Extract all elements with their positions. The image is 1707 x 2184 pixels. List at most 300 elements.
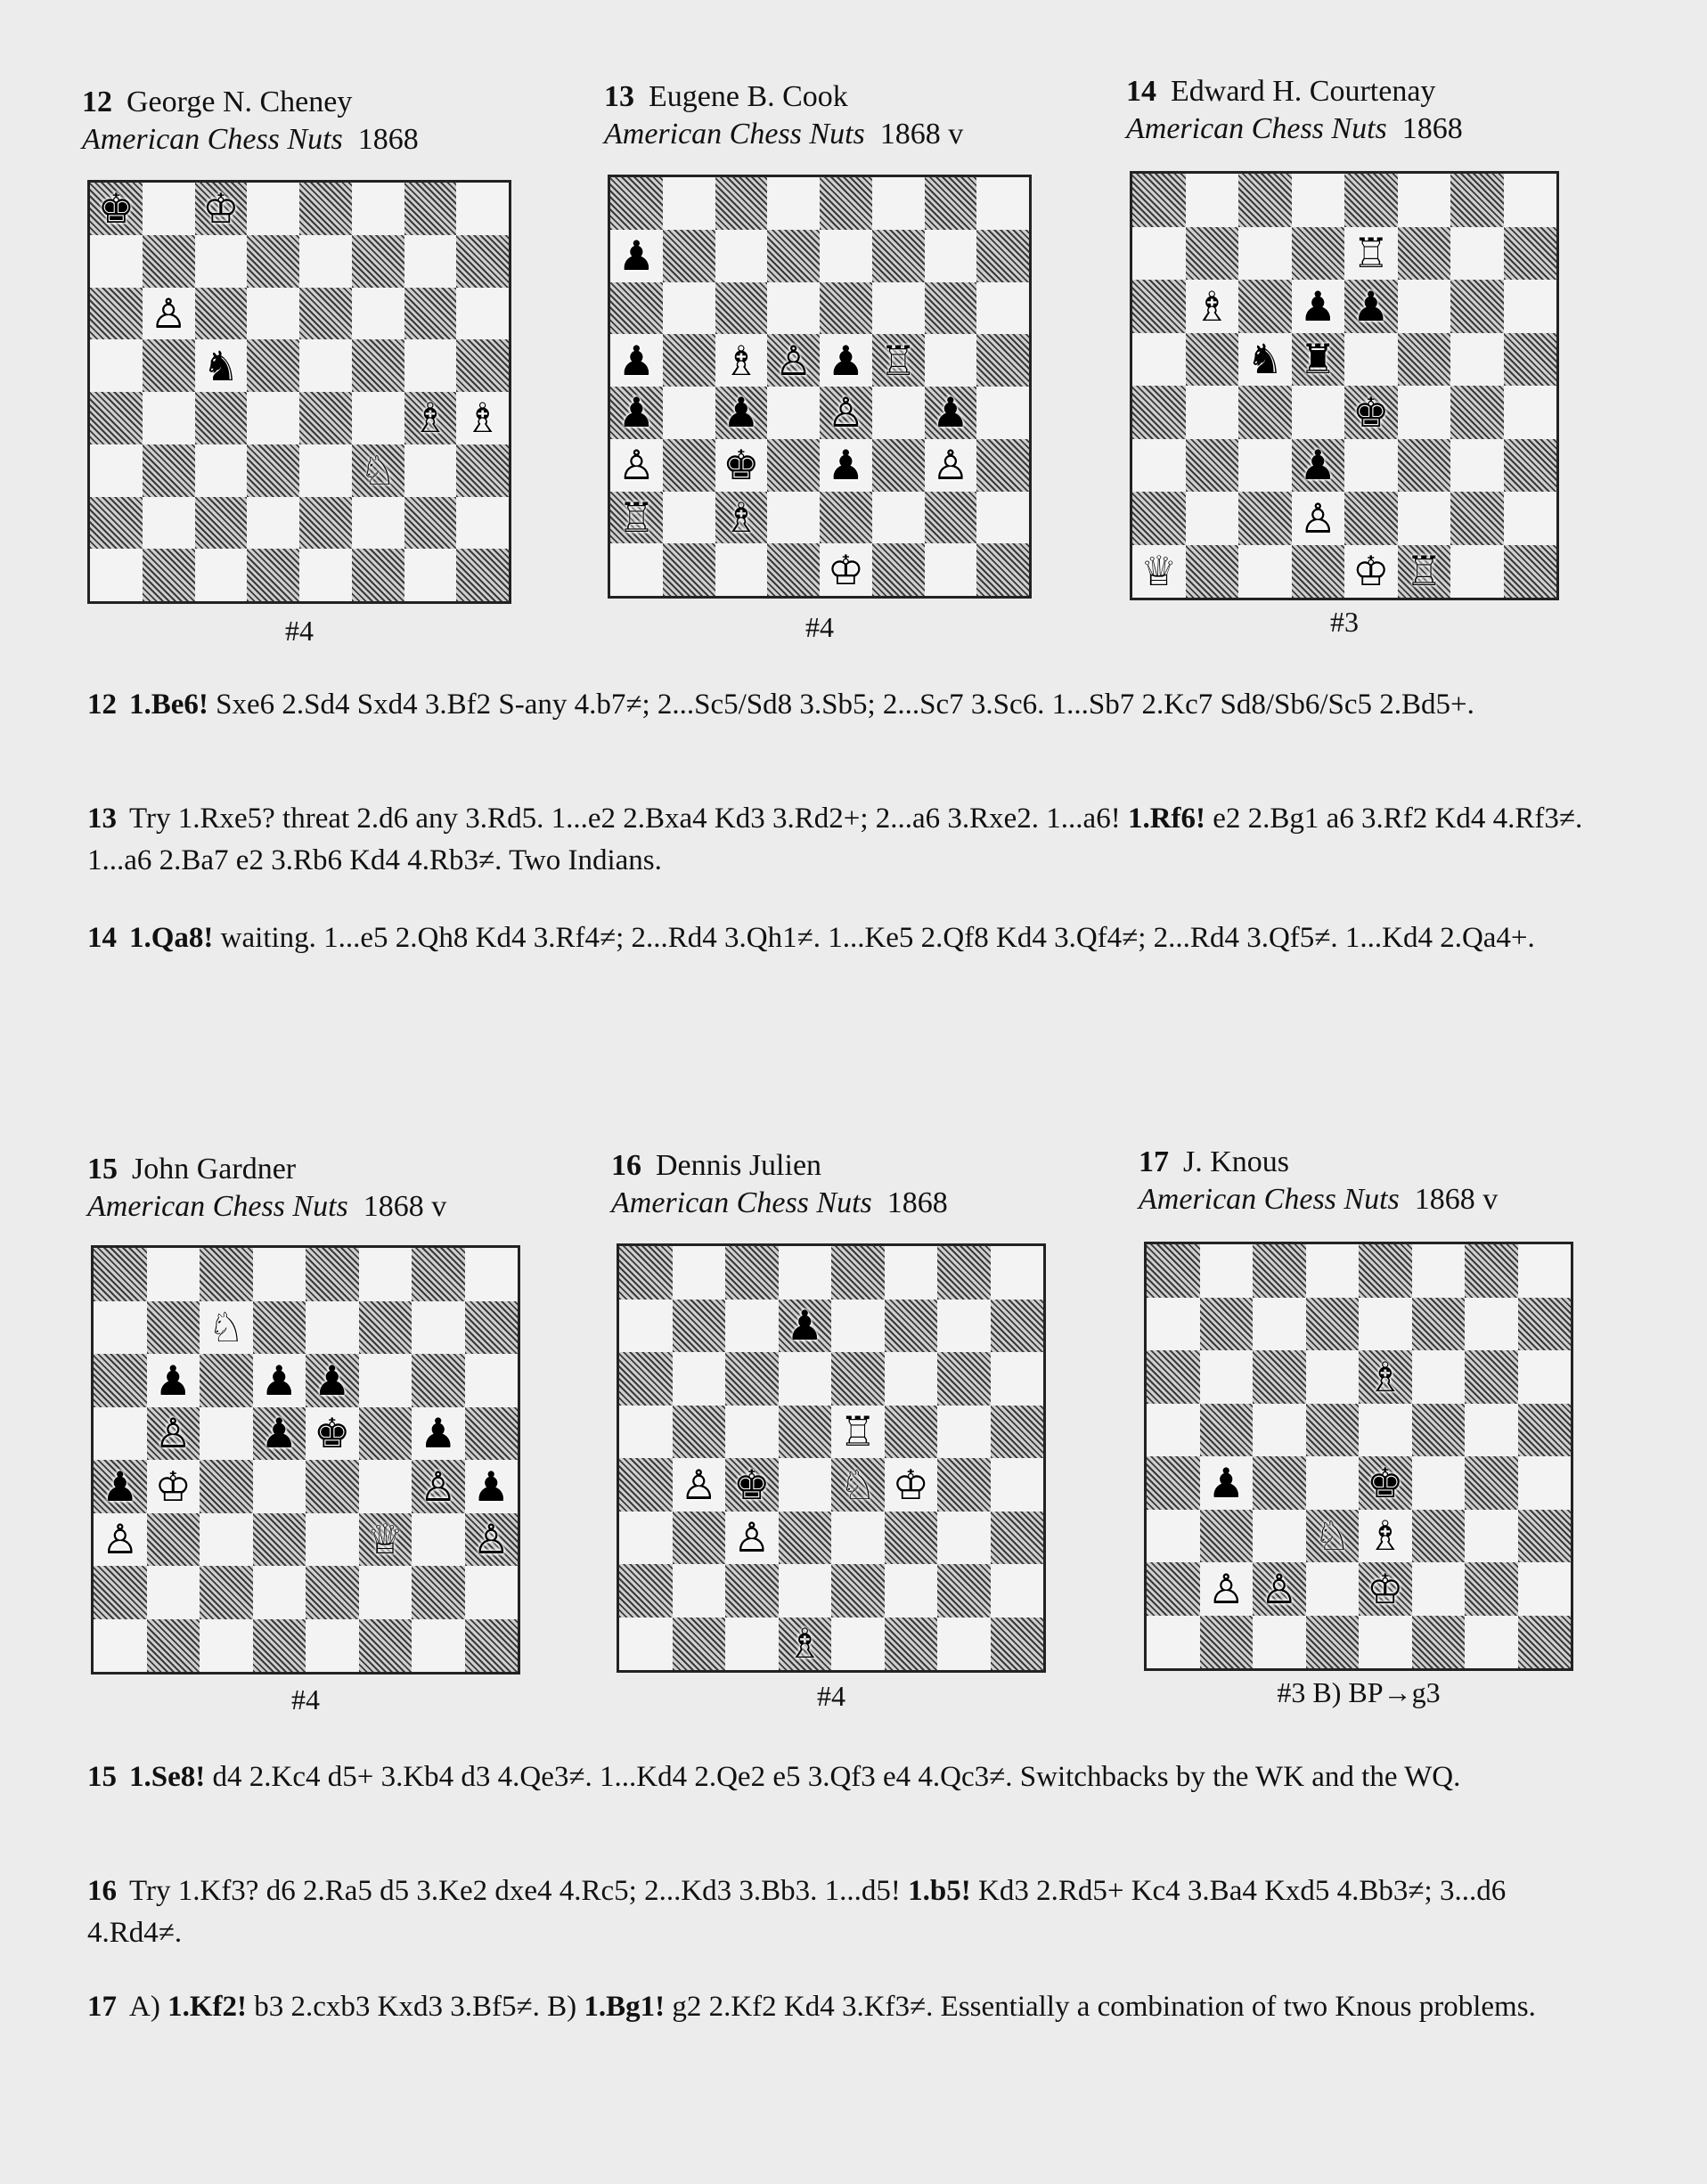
- square-c5: [195, 339, 248, 392]
- square-e7: [831, 1300, 885, 1353]
- square-b7: [1200, 1298, 1254, 1351]
- square-a4: [90, 392, 143, 444]
- square-b6: [1186, 280, 1239, 333]
- square-g5: [1465, 1404, 1518, 1457]
- square-c2: [725, 1564, 779, 1618]
- chess-board-14: [1130, 171, 1559, 600]
- square-g3: [404, 444, 457, 497]
- square-f1: [1412, 1616, 1466, 1669]
- square-h1: [1504, 545, 1557, 599]
- white-piece: ♗: [412, 394, 449, 443]
- square-e2: [306, 1566, 359, 1619]
- square-a1: [1147, 1616, 1200, 1669]
- square-b2: [663, 492, 715, 544]
- square-d4: [247, 392, 299, 444]
- square-b1: [1200, 1616, 1254, 1669]
- square-e2: [1344, 492, 1398, 545]
- square-b5: [143, 339, 195, 392]
- black-piece: ♟: [786, 1301, 823, 1350]
- white-piece: ♖: [879, 336, 917, 385]
- square-d3: [247, 444, 299, 497]
- square-e4: [306, 1460, 359, 1513]
- square-c4: [725, 1458, 779, 1512]
- white-piece: ♔: [892, 1460, 929, 1509]
- square-g7: [925, 230, 977, 282]
- square-d6: [1306, 1350, 1360, 1404]
- square-g5: [404, 339, 457, 392]
- square-b5: [1186, 333, 1239, 387]
- square-d6: [1292, 280, 1345, 333]
- white-piece: ♖: [617, 493, 655, 542]
- white-piece: ♙: [1299, 493, 1336, 542]
- source-title: American Chess Nuts: [611, 1186, 872, 1219]
- square-a8: [90, 183, 143, 235]
- square-g6: [937, 1352, 991, 1406]
- white-piece: ♗: [723, 493, 760, 542]
- square-h3: [1518, 1510, 1572, 1563]
- square-e1: [306, 1619, 359, 1673]
- square-h3: [456, 444, 509, 497]
- square-f5: [1412, 1404, 1466, 1457]
- square-a2: [90, 497, 143, 550]
- square-h6: [456, 288, 509, 340]
- square-c7: [1253, 1298, 1306, 1351]
- square-a2: [94, 1566, 147, 1619]
- black-piece: ♟: [1207, 1458, 1245, 1507]
- square-g8: [1450, 174, 1504, 227]
- white-piece: ♙: [827, 388, 864, 437]
- square-c4: [1238, 386, 1292, 439]
- square-e6: [1359, 1350, 1412, 1404]
- square-d4: [253, 1460, 306, 1513]
- square-h8: [1504, 174, 1557, 227]
- square-f8: [1412, 1244, 1466, 1298]
- square-b6: [673, 1352, 726, 1406]
- square-g4: [1465, 1456, 1518, 1510]
- square-h2: [991, 1564, 1044, 1618]
- chess-board-13: [608, 175, 1032, 599]
- composer-name: John Gardner: [132, 1153, 297, 1186]
- square-f6: [885, 1352, 938, 1406]
- square-f1: [1398, 545, 1451, 599]
- square-c8: [200, 1248, 253, 1301]
- square-h7: [976, 230, 1029, 282]
- stipulation: #4: [805, 611, 834, 643]
- square-d2: [767, 492, 820, 544]
- square-g8: [925, 177, 977, 230]
- square-c7: [715, 230, 768, 282]
- stipulation: #4: [817, 1680, 845, 1712]
- square-a1: [94, 1619, 147, 1673]
- square-d8: [247, 183, 299, 235]
- square-c8: [715, 177, 768, 230]
- puzzle-header-14: [1126, 73, 1589, 148]
- square-g4: [1450, 386, 1504, 439]
- square-a7: [1147, 1298, 1200, 1351]
- problem-number: 12: [82, 86, 112, 118]
- square-c6: [725, 1352, 779, 1406]
- square-g3: [1465, 1510, 1518, 1563]
- square-f1: [352, 549, 404, 601]
- puzzle-header-15: [87, 1151, 551, 1226]
- square-g1: [937, 1618, 991, 1671]
- square-e5: [820, 334, 872, 387]
- square-c6: [1238, 280, 1292, 333]
- square-f6: [1412, 1350, 1466, 1404]
- square-c3: [195, 444, 248, 497]
- square-h1: [1518, 1616, 1572, 1669]
- square-e8: [831, 1246, 885, 1300]
- square-g5: [937, 1406, 991, 1459]
- square-f7: [1412, 1298, 1466, 1351]
- white-piece: ♗: [786, 1619, 823, 1668]
- white-piece: ♔: [154, 1462, 192, 1511]
- white-piece: ♗: [1193, 281, 1230, 330]
- black-piece: ♟: [617, 232, 655, 281]
- square-b8: [663, 177, 715, 230]
- square-h4: [456, 392, 509, 444]
- square-f8: [352, 183, 404, 235]
- white-piece: ♙: [680, 1460, 717, 1509]
- white-piece: ♙: [472, 1515, 510, 1564]
- square-h8: [465, 1248, 519, 1301]
- square-b3: [663, 439, 715, 492]
- square-h3: [976, 439, 1029, 492]
- square-e2: [299, 497, 352, 550]
- square-g4: [404, 392, 457, 444]
- square-f2: [1412, 1562, 1466, 1616]
- black-piece: ♟: [1299, 281, 1336, 330]
- square-f1: [359, 1619, 412, 1673]
- square-g8: [937, 1246, 991, 1300]
- white-piece: ♘: [1313, 1512, 1351, 1561]
- square-e8: [306, 1248, 359, 1301]
- square-b7: [673, 1300, 726, 1353]
- square-d7: [253, 1301, 306, 1355]
- square-d6: [253, 1354, 306, 1407]
- square-d4: [1292, 386, 1345, 439]
- square-b8: [1200, 1244, 1254, 1298]
- black-piece: ♟: [420, 1409, 457, 1458]
- square-g1: [1450, 545, 1504, 599]
- square-a8: [610, 177, 663, 230]
- square-b1: [147, 1619, 200, 1673]
- problem-number: 17: [1139, 1145, 1169, 1178]
- puzzle-header-16: [611, 1147, 1074, 1222]
- white-piece: ♙: [102, 1515, 139, 1564]
- square-a7: [90, 235, 143, 288]
- square-d8: [1292, 174, 1345, 227]
- square-f6: [352, 288, 404, 340]
- black-piece: ♞: [1246, 335, 1284, 384]
- square-h6: [991, 1352, 1044, 1406]
- square-e3: [306, 1513, 359, 1567]
- square-b7: [663, 230, 715, 282]
- white-piece: ♙: [1207, 1564, 1245, 1613]
- white-piece: ♗: [464, 394, 502, 443]
- square-f6: [872, 282, 925, 335]
- square-b2: [147, 1566, 200, 1619]
- black-piece: ♟: [102, 1462, 139, 1511]
- square-g5: [412, 1407, 465, 1461]
- square-e4: [831, 1458, 885, 1512]
- square-d5: [247, 339, 299, 392]
- square-g8: [1465, 1244, 1518, 1298]
- problem-number: 14: [1126, 75, 1156, 108]
- square-h1: [991, 1618, 1044, 1671]
- square-d3: [253, 1513, 306, 1567]
- white-piece: ♘: [359, 446, 396, 495]
- square-d5: [1292, 333, 1345, 387]
- square-e5: [831, 1406, 885, 1459]
- square-d7: [1292, 227, 1345, 281]
- stipulation: #3: [1330, 606, 1359, 638]
- square-d1: [253, 1619, 306, 1673]
- square-h5: [456, 339, 509, 392]
- white-piece: ♖: [1352, 229, 1390, 278]
- square-h5: [991, 1406, 1044, 1459]
- square-a7: [94, 1301, 147, 1355]
- square-f7: [359, 1301, 412, 1355]
- problem-number: 16: [611, 1149, 641, 1182]
- square-d7: [779, 1300, 832, 1353]
- square-a6: [90, 288, 143, 340]
- square-a3: [94, 1513, 147, 1567]
- square-h5: [976, 334, 1029, 387]
- square-g6: [404, 288, 457, 340]
- source-title: American Chess Nuts: [1126, 112, 1387, 145]
- square-b5: [663, 334, 715, 387]
- square-c4: [715, 387, 768, 439]
- square-b1: [673, 1618, 726, 1671]
- white-piece: ♙: [1261, 1564, 1298, 1613]
- square-a7: [610, 230, 663, 282]
- square-f5: [1398, 333, 1451, 387]
- square-h2: [976, 492, 1029, 544]
- square-d2: [247, 497, 299, 550]
- square-e1: [1359, 1616, 1412, 1669]
- square-a4: [1147, 1456, 1200, 1510]
- square-d1: [779, 1618, 832, 1671]
- square-c1: [715, 543, 768, 596]
- square-h3: [1504, 439, 1557, 493]
- square-e6: [831, 1352, 885, 1406]
- square-h6: [1518, 1350, 1572, 1404]
- solution-12: 12 1.Be6! Sxe6 2.Sd4 Sxd4 3.Bf2 S-any 4.b7≠; 2...Sc5/Sd8 3.Sb5; 2...Sc7 3.Sc6. 1...Sb7 2.Kc7 Sd8/Sb6/Sc5 2.Bd5+.: [87, 689, 1474, 721]
- square-c8: [725, 1246, 779, 1300]
- square-b6: [663, 282, 715, 335]
- square-g6: [1465, 1350, 1518, 1404]
- square-g4: [412, 1460, 465, 1513]
- square-b2: [143, 497, 195, 550]
- square-h5: [1504, 333, 1557, 387]
- square-f3: [872, 439, 925, 492]
- square-a6: [610, 282, 663, 335]
- white-piece: ♖: [839, 1407, 877, 1456]
- square-c5: [715, 334, 768, 387]
- square-c3: [200, 1513, 253, 1567]
- square-c8: [195, 183, 248, 235]
- square-b1: [663, 543, 715, 596]
- square-d6: [247, 288, 299, 340]
- square-e8: [1344, 174, 1398, 227]
- square-a2: [1147, 1562, 1200, 1616]
- square-c2: [1238, 492, 1292, 545]
- square-d1: [1292, 545, 1345, 599]
- square-g2: [1465, 1562, 1518, 1616]
- square-e4: [1359, 1456, 1412, 1510]
- white-piece: ♘: [839, 1460, 877, 1509]
- square-c1: [1253, 1616, 1306, 1669]
- square-d5: [253, 1407, 306, 1461]
- square-f8: [1398, 174, 1451, 227]
- square-e4: [299, 392, 352, 444]
- square-c7: [195, 235, 248, 288]
- square-f5: [352, 339, 404, 392]
- square-e7: [306, 1301, 359, 1355]
- square-h8: [976, 177, 1029, 230]
- white-piece: ♙: [150, 289, 187, 338]
- solution-16: 16 Try 1.Kf3? d6 2.Ra5 d5 3.Ke2 dxe4 4.Rc5; 2...Kd3 3.Bb3. 1...d5! 1.b5! Kd3 2.Rd5+ Kc4 3.Ba4 Kxd5 4.Bb3≠; 3...d6 4.Rd4≠.: [87, 1875, 1507, 1949]
- chess-board-16: [617, 1243, 1046, 1673]
- square-e3: [1344, 439, 1398, 493]
- black-piece: ♟: [1352, 281, 1390, 330]
- square-d8: [767, 177, 820, 230]
- square-d2: [779, 1564, 832, 1618]
- square-h2: [1518, 1562, 1572, 1616]
- solution-13: 13 Try 1.Rxe5? threat 2.d6 any 3.Rd5. 1...e2 2.Bxa4 Kd3 3.Rd2+; 2...a6 3.Rxe2. 1...a6! 1.Rf6! e2 2.Bg1 a6 3.Rf2 Kd4 4.Rf3≠. 1...a6 2.Ba7 e2 3.Rb6 Kd4 4.Rb3≠. Two Indians.: [87, 803, 1583, 876]
- square-d7: [1306, 1298, 1360, 1351]
- square-d5: [767, 334, 820, 387]
- square-a5: [619, 1406, 673, 1459]
- square-f2: [1398, 492, 1451, 545]
- square-e2: [831, 1564, 885, 1618]
- square-e4: [820, 387, 872, 439]
- white-piece: ♗: [1367, 1352, 1404, 1401]
- square-e8: [820, 177, 872, 230]
- square-b7: [143, 235, 195, 288]
- square-g5: [1450, 333, 1504, 387]
- square-a8: [1132, 174, 1186, 227]
- square-c2: [1253, 1562, 1306, 1616]
- square-h6: [465, 1354, 519, 1407]
- square-f1: [885, 1618, 938, 1671]
- stipulation: #3 B) BP→g3: [1277, 1676, 1441, 1708]
- square-h4: [465, 1460, 519, 1513]
- black-piece: ♟: [932, 388, 969, 437]
- square-e5: [1344, 333, 1398, 387]
- square-e5: [306, 1407, 359, 1461]
- square-d6: [767, 282, 820, 335]
- square-b5: [1200, 1404, 1254, 1457]
- square-c2: [715, 492, 768, 544]
- square-b6: [147, 1354, 200, 1407]
- square-f7: [872, 230, 925, 282]
- square-a6: [1132, 280, 1186, 333]
- black-piece: ♟: [154, 1356, 192, 1405]
- square-a6: [619, 1352, 673, 1406]
- square-f4: [352, 392, 404, 444]
- square-b5: [673, 1406, 726, 1459]
- square-c4: [195, 392, 248, 444]
- square-f4: [1412, 1456, 1466, 1510]
- square-h7: [1518, 1298, 1572, 1351]
- square-h7: [456, 235, 509, 288]
- square-g8: [412, 1248, 465, 1301]
- chess-board-15: [91, 1245, 520, 1675]
- square-c6: [195, 288, 248, 340]
- square-h7: [1504, 227, 1557, 281]
- black-piece: ♟: [472, 1462, 510, 1511]
- square-d3: [1306, 1510, 1360, 1563]
- square-a3: [610, 439, 663, 492]
- white-piece: ♘: [208, 1303, 245, 1352]
- square-c5: [1238, 333, 1292, 387]
- square-b2: [1200, 1562, 1254, 1616]
- source-year: 1868: [1401, 112, 1463, 145]
- square-a5: [610, 334, 663, 387]
- square-e2: [820, 492, 872, 544]
- square-d1: [1306, 1616, 1360, 1669]
- square-e3: [299, 444, 352, 497]
- square-c3: [715, 439, 768, 492]
- black-piece: ♟: [827, 441, 864, 490]
- square-h1: [456, 549, 509, 601]
- composer-name: J. Knous: [1183, 1145, 1290, 1178]
- square-h2: [1504, 492, 1557, 545]
- square-h6: [976, 282, 1029, 335]
- square-h8: [991, 1246, 1044, 1300]
- square-c7: [725, 1300, 779, 1353]
- source-year: 1868 v: [879, 118, 964, 151]
- square-c8: [1238, 174, 1292, 227]
- square-a2: [619, 1564, 673, 1618]
- square-f3: [359, 1513, 412, 1567]
- square-h7: [991, 1300, 1044, 1353]
- square-f5: [885, 1406, 938, 1459]
- square-h4: [1518, 1456, 1572, 1510]
- square-e2: [1359, 1562, 1412, 1616]
- square-f2: [359, 1566, 412, 1619]
- square-a1: [610, 543, 663, 596]
- square-d6: [779, 1352, 832, 1406]
- square-f8: [872, 177, 925, 230]
- square-e1: [299, 549, 352, 601]
- square-a1: [1132, 545, 1186, 599]
- square-a1: [619, 1618, 673, 1671]
- square-a8: [619, 1246, 673, 1300]
- chess-board-17: [1144, 1242, 1573, 1671]
- square-e7: [1359, 1298, 1412, 1351]
- square-a7: [619, 1300, 673, 1353]
- square-c3: [725, 1512, 779, 1565]
- square-a4: [610, 387, 663, 439]
- square-g7: [1450, 227, 1504, 281]
- square-e8: [1359, 1244, 1412, 1298]
- black-piece: ♟: [617, 336, 655, 385]
- puzzle-header-12: [82, 84, 545, 159]
- square-g2: [412, 1566, 465, 1619]
- square-f5: [359, 1407, 412, 1461]
- square-g1: [925, 543, 977, 596]
- square-b8: [147, 1248, 200, 1301]
- square-c6: [715, 282, 768, 335]
- white-piece: ♙: [154, 1409, 192, 1458]
- square-g3: [412, 1513, 465, 1567]
- square-a5: [1147, 1404, 1200, 1457]
- square-f6: [359, 1354, 412, 1407]
- square-a3: [619, 1512, 673, 1565]
